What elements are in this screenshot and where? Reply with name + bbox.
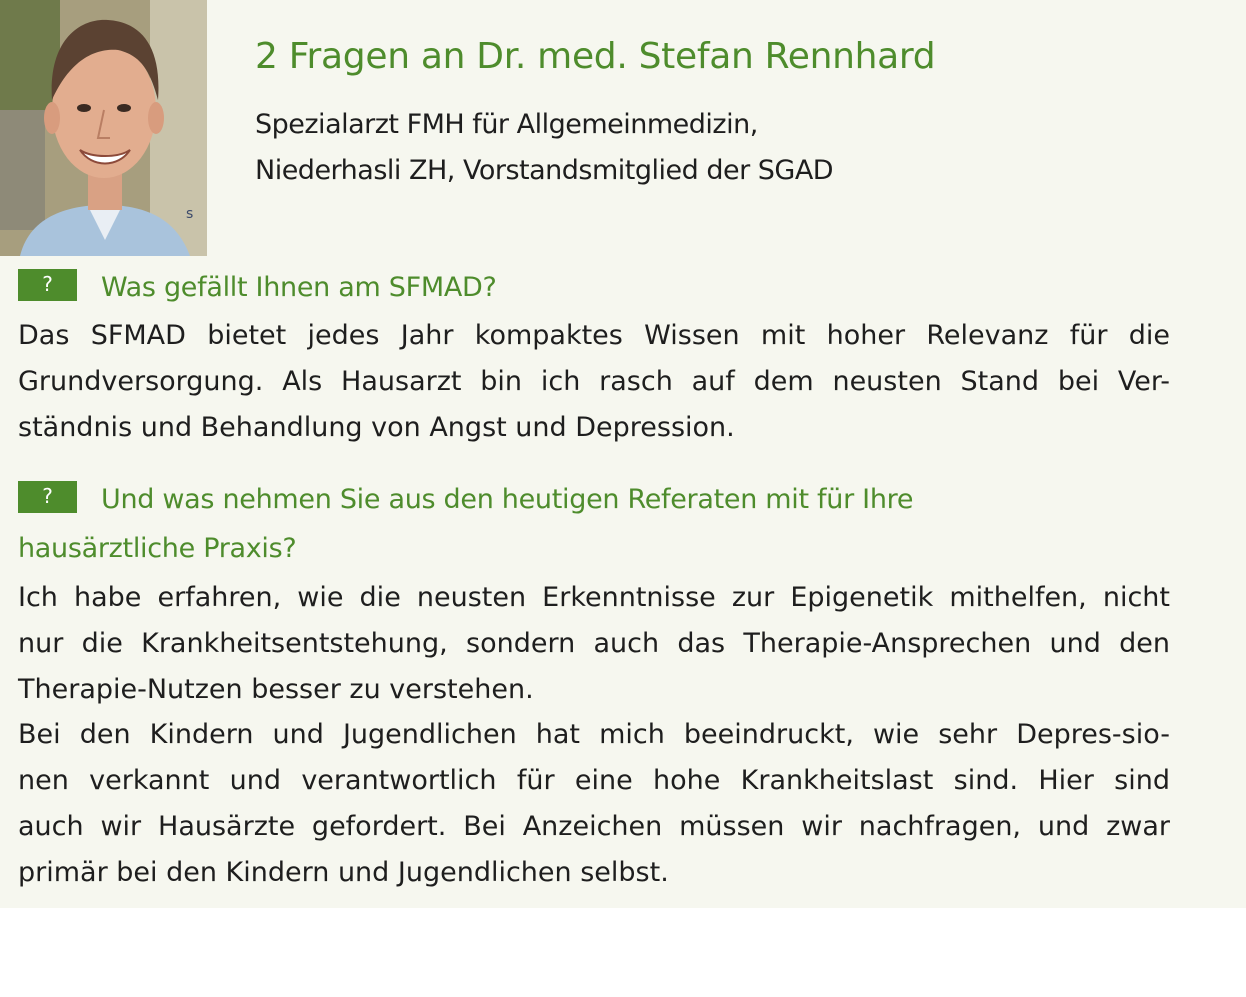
question-2-line-2: hausärztliche Praxis?	[18, 533, 297, 564]
interviewee-credentials	[255, 102, 833, 194]
question-1: Was gefällt Ihnen am SFMAD?	[101, 272, 497, 303]
answer-line: nen verkannt und verantwortlich für eine hohe Krankheitslast sind. Hier sind	[18, 765, 1170, 797]
answer-line: ständnis und Behandlung von Angst und Depression.	[18, 411, 735, 443]
answer-line: Das SFMAD bietet jedes Jahr kompaktes Wissen mit hoher Relevanz für die	[18, 320, 1170, 351]
answer-line: Ich habe erfahren, wie die neusten Erkenntnisse zur Epigenetik mithelfen, nicht	[18, 582, 1170, 613]
credentials-line: Spezialarzt FMH für Allgemeinmedizin,	[255, 109, 758, 140]
credentials-line: Niederhasli ZH, Vorstandsmitglied der SGAD	[255, 155, 834, 186]
svg-text:s: s	[186, 206, 194, 222]
question-marker-icon: ?	[18, 481, 77, 513]
portrait-illustration	[0, 0, 207, 256]
question-2-line-1: Und was nehmen Sie aus den heutigen Referaten mit für Ihre	[101, 484, 914, 515]
answer-line: primär bei den Kindern und Jugendlichen selbst.	[18, 856, 669, 888]
answer-2	[18, 575, 1170, 896]
answer-line: Grundversorgung. Als Hausarzt bin ich rasch auf dem neusten Stand bei Ver-	[18, 365, 1170, 397]
question-marker-icon: ?	[18, 269, 77, 301]
answer-line: auch wir Hausärzte gefordert. Bei Anzeichen müssen wir nachfragen, und zwar	[18, 810, 1170, 842]
answer-line: nur die Krankheitsentstehung, sondern auch das Therapie-Ansprechen und den	[18, 627, 1170, 659]
answer-line: Therapie-Nutzen besser zu verstehen.	[18, 673, 534, 705]
interview-title: 2 Fragen an Dr. med. Stefan Rennhard	[255, 36, 936, 77]
answer-line: Bei den Kindern und Jugendlichen hat mich beeindruckt, wie sehr Depres-sio-	[18, 719, 1170, 751]
portrait-photo	[0, 0, 207, 256]
answer-1	[18, 313, 1170, 450]
